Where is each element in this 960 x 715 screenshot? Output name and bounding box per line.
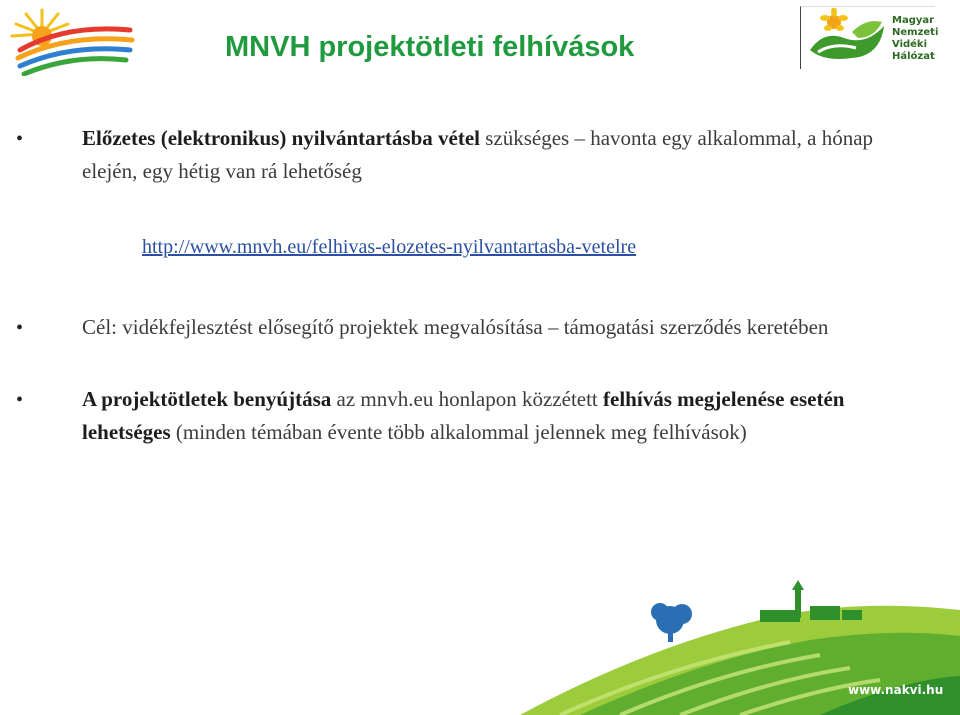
footer-url[interactable]: www.nakvi.hu xyxy=(848,683,944,697)
org-line: Hálózat xyxy=(892,51,935,62)
bullet-bold: A projektötletek benyújtása xyxy=(82,387,332,411)
org-name xyxy=(892,15,940,63)
bullet-normal: az mnvh.eu honlapon közzétett xyxy=(331,387,604,411)
org-line: Magyar xyxy=(892,15,935,26)
page-title: MNVH projektötleti felhívások xyxy=(225,31,635,63)
org-line: Vidéki xyxy=(892,39,928,50)
bullet-dot: • xyxy=(16,317,24,339)
bullet-bold: felhívás megjelenése esetén lehetséges xyxy=(82,387,845,444)
bullet-text xyxy=(82,122,902,187)
sun-logo-icon xyxy=(6,4,136,76)
bullet-normal: (minden témában évente több alkalommal jelennek meg felhívások) xyxy=(170,419,747,444)
org-line: Nemzeti xyxy=(892,27,939,38)
flower-leaf-icon xyxy=(804,8,890,68)
bullet-text xyxy=(82,311,902,344)
bullet-text xyxy=(82,383,902,448)
nyilvantartas-link[interactable]: http://www.mnvh.eu/felhivas-elozetes-nyilvantartasba-vetelre xyxy=(142,236,637,258)
mnvh-logo xyxy=(800,6,939,70)
bullet-bold: Előzetes (elektronikus) nyilvántartásba vétel xyxy=(82,126,480,150)
bullet-normal: Cél: vidékfejlesztést elősegítő projektek megvalósítása – támogatási szerződés keretében xyxy=(82,315,829,339)
bullet-dot: • xyxy=(16,389,24,411)
bullet-normal: szükséges – havonta egy alkalommal, a hónap elején, egy hétig van rá lehetőség xyxy=(82,126,874,183)
bullet-dot: • xyxy=(16,128,24,150)
